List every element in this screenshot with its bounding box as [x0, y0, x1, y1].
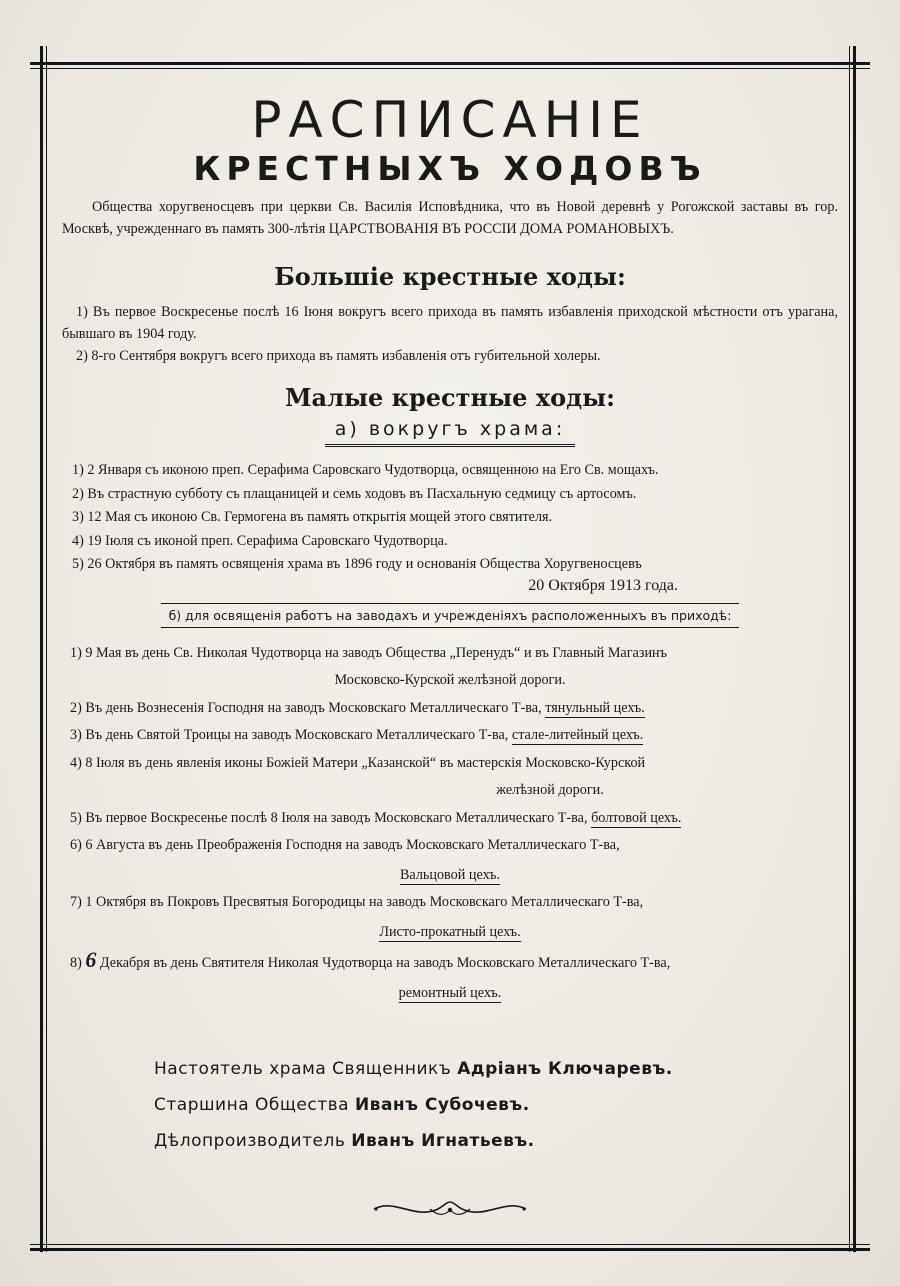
section-b-item-6	[62, 834, 838, 887]
section-b-item-8	[62, 948, 838, 1005]
section-a-item-3: 3) 12 Мая съ иконою Св. Гермогена въ память открытія мощей этого святителя.	[72, 509, 553, 525]
frame-bottom-inner	[30, 1244, 870, 1245]
workshop-name: стале-литейный цехъ.	[511, 727, 644, 743]
frame-left-outer	[40, 46, 43, 1252]
signature-role: Дѣлопроизводитель	[154, 1131, 346, 1151]
frame-top-inner	[30, 68, 870, 69]
section-b-heading: б) для освященія работъ на заводахъ и учрежденіяхъ расположенныхъ въ приходѣ:	[161, 603, 740, 628]
section-b-item-main: Декабря въ день Святителя Николая Чудотворца на заводъ Московскаго Металлическаго Т-ва,	[99, 955, 671, 971]
section-a-list	[62, 459, 838, 595]
workshop-name: тянульный цехъ.	[545, 699, 645, 716]
frame-right-outer	[853, 46, 856, 1252]
section-b-heading-wrap	[62, 603, 838, 628]
big-processions-heading: Большіе крестные ходы:	[274, 262, 626, 291]
signature-name: Адріанъ Ключаревъ.	[457, 1059, 673, 1079]
signature-rector	[154, 1051, 838, 1087]
section-a-heading-wrap	[62, 418, 838, 447]
signature-role: Старшина Общества	[154, 1095, 350, 1115]
big-procession-item-1: 1) Въ первое Воскресенье послѣ 16 Іюня вокругъ всего прихода въ память избавленія приходской мѣстности отъ урагана, бывшаго въ 1904 году.	[62, 304, 838, 342]
intro-paragraph: Общества хоругвеносцевъ при церкви Св. Василія Исповѣдника, что въ Новой деревнѣ у Рогожской заставы въ гор. Москвѣ, учрежденнаго въ память 300-лѣтія ЦАРСТВОВАНІЯ ВЪ РОССІИ ДОМА РОМАНОВЫХЪ.	[62, 199, 838, 237]
section-b-item-continuation	[62, 982, 838, 1006]
section-b-item-text	[62, 697, 838, 721]
section-a-item-5: 5) 26 Октября въ память освященія храма въ 1896 году и основанія Общества Хоругвеносцевъ	[72, 556, 642, 572]
section-b-item-text: 4) 8 Іюля въ день явленія иконы Божіей Матери „Казанской“ въ мастерскія Московско-Курской	[70, 754, 646, 771]
handwritten-day: 6	[85, 947, 97, 972]
section-b-item-text	[62, 948, 838, 976]
section-b-item-continuation: желѣзной дороги.	[496, 782, 604, 798]
section-b-item-7	[62, 891, 838, 944]
section-b-item-5	[62, 807, 838, 831]
section-b-item-text: 6) 6 Августа въ день Преображенія Господня на заводъ Московскаго Металлическаго Т-ва,	[70, 837, 620, 853]
section-a-item-5-continuation: 20 Октября 1913 года.	[528, 576, 678, 594]
signature-role: Настоятель храма Священникъ	[154, 1059, 452, 1079]
section-b-item-text: 7) 1 Октября въ Покровъ Пресвятыя Богородицы на заводъ Московскаго Металлическаго Т-ва,	[70, 894, 644, 910]
signatures-block	[62, 1051, 838, 1159]
section-b-item-main: 2) Въ день Вознесенія Господня на заводъ Московскаго Металлическаго Т-ва,	[70, 699, 542, 716]
section-b-item-main: 5) Въ первое Воскресенье послѣ 8 Іюля на заводъ Московскаго Металлическаго Т-ва,	[70, 809, 588, 826]
section-b-item-continuation	[62, 921, 838, 945]
frame-top-outer	[30, 62, 870, 65]
section-b-item-continuation: Московско-Курской желѣзной дороги.	[334, 672, 566, 688]
title-line-2: КРЕСТНЫХЪ ХОДОВЪ	[193, 149, 707, 188]
big-procession-item-2: 2) 8-го Сентября вокругъ всего прихода въ память избавленія отъ губительной холеры.	[76, 348, 601, 364]
section-a-item-1: 1) 2 Января съ иконою преп. Серафима Саровскаго Чудотворца, освященною на Его Св. мощахъ.	[72, 462, 659, 478]
section-a-heading: а) вокругъ храма:	[325, 418, 575, 447]
workshop-name: Листо-прокатный цехъ.	[379, 923, 521, 940]
section-b-item-1	[62, 642, 838, 693]
small-processions-heading: Малые крестные ходы:	[284, 383, 616, 412]
section-b-item-main: 3) Въ день Святой Троицы на заводъ Московскаго Металлическаго Т-ва,	[70, 727, 509, 743]
section-b-item-text	[62, 724, 838, 748]
section-b-item-text	[62, 807, 838, 831]
document-content	[62, 92, 838, 1159]
section-b-item-4	[62, 752, 838, 803]
item-number: 8)	[70, 955, 82, 971]
section-b-item-2	[62, 697, 838, 721]
flourish-ornament-icon	[370, 1196, 530, 1222]
signature-name: Иванъ Субочевъ.	[354, 1095, 530, 1115]
frame-right-inner	[849, 46, 850, 1252]
section-b-item-text: 1) 9 Мая въ день Св. Николая Чудотворца на заводъ Общества „Перенудъ“ и въ Главный Магазинъ	[70, 644, 667, 661]
signature-name: Иванъ Игнатьевъ.	[351, 1131, 535, 1151]
section-a-item-4: 4) 19 Іюля съ иконой преп. Серафима Саровскаго Чудотворца.	[72, 532, 448, 549]
title-line-1: РАСПИСАНІЕ	[251, 91, 649, 149]
section-a-item-2: 2) Въ страстную субботу съ плащаницей и семь ходовъ въ Пасхальную седмицу съ артосомъ.	[72, 485, 637, 502]
section-b-item-continuation	[62, 864, 838, 888]
signature-elder	[154, 1087, 838, 1123]
workshop-name: Вальцовой цехъ.	[399, 866, 501, 883]
section-b-list	[62, 642, 838, 1006]
workshop-name: ремонтный цехъ.	[398, 984, 502, 1001]
section-b-item-3	[62, 724, 838, 748]
big-processions-list	[62, 301, 838, 367]
signature-clerk	[154, 1123, 838, 1159]
workshop-name: болтовой цехъ.	[591, 809, 682, 826]
frame-left-inner	[46, 46, 47, 1252]
frame-bottom-outer	[30, 1248, 870, 1251]
